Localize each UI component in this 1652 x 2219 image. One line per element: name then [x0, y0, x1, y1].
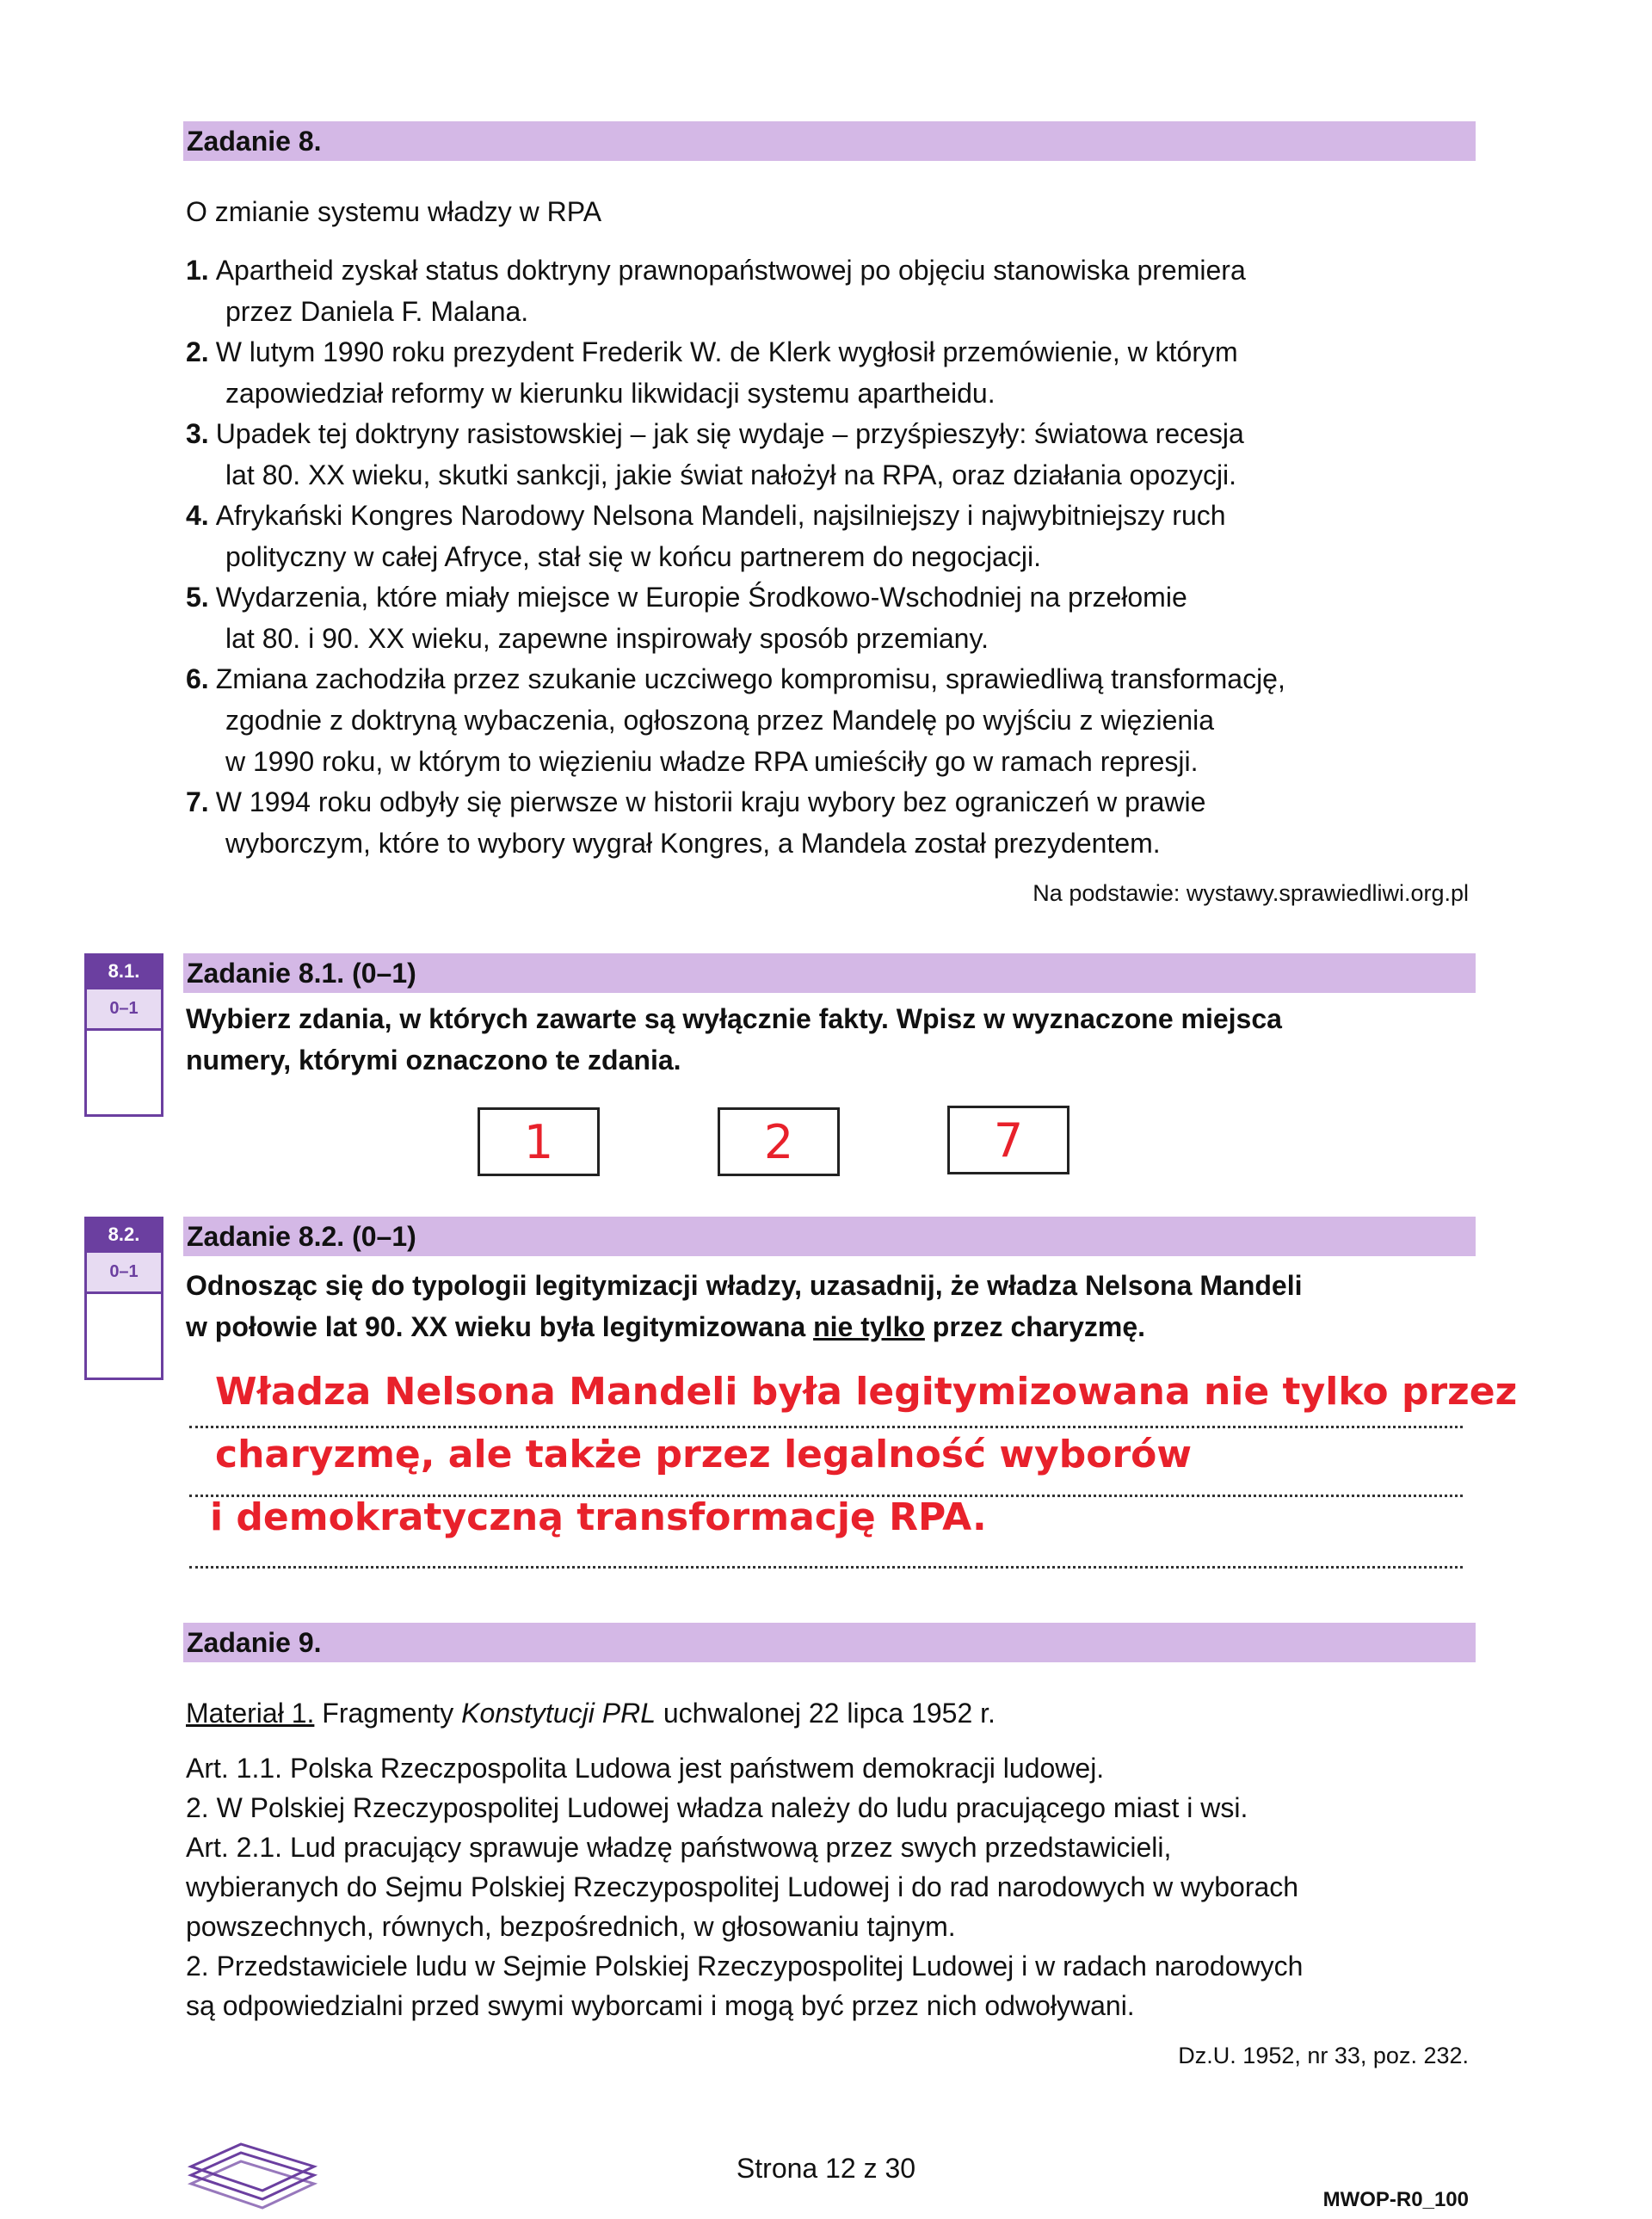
list-item: 4. Afrykański Kongres Narodowy Nelsona Mandeli, najsilniejszy i najwybitniejszy ruch polityczny w całej Afryce, stał się w końcu partnerem do negocjacji.: [186, 500, 1226, 572]
task81-score-box[interactable]: [84, 1031, 163, 1117]
task82-points: 0–1: [84, 1253, 163, 1294]
task9-constitution-text: Art. 1.1. Polska Rzeczpospolita Ludowa jest państwem demokracji ludowej. 2. W Polskiej Rzeczypospolitej Ludowej władza należy do ludu pracującego miast i wsi. Art. 2.1. Lud pracujący sprawuje władzę państwową przez swych przedstawicieli, wybieranych do Sejmu Polskiej Rzeczypospolitej Ludowej i do rad narodowych w wyborach powszechnych, równych, bezpośrednich, w głosowaniu tajnym. 2. Przedstawiciele ludu w Sejmie Polskiej Rzeczypospolitej Ludowej i w radach narodowych są odpowiedzialni przed swymi wyborcami i mogą być przez nich odwoływani.: [186, 1753, 1304, 2021]
handwritten-answer-line: Władza Nelsona Mandeli była legitymizowana nie tylko przez: [215, 1370, 1518, 1414]
task82-score-tag: [84, 1217, 163, 1380]
answer-dotted-line: [189, 1426, 1463, 1428]
task8-intro: O zmianie systemu władzy w RPA: [186, 196, 602, 227]
answer-box-2[interactable]: 2: [718, 1107, 840, 1176]
answer-dotted-line: [189, 1566, 1463, 1569]
list-item: 6. Zmiana zachodziła przez szukanie uczciwego kompromisu, sprawiedliwą transformację, zgodnie z doktryną wybaczenia, ogłoszoną przez Mandelę po wyjściu z więzienia w 1990 roku, w którym to więzieniu władze RPA umieściły go w ramach represji.: [186, 663, 1285, 777]
task82-header: Zadanie 8.2. (0–1): [183, 1217, 1476, 1256]
task82-tag-label: 8.2.: [84, 1217, 163, 1253]
task81-header: Zadanie 8.1. (0–1): [183, 953, 1476, 993]
handwritten-answer-line: charyzmę, ale także przez legalność wyborów: [215, 1433, 1193, 1476]
task9-material-title: Materiał 1. Fragmenty Konstytucji PRL uchwalonej 22 lipca 1952 r.: [186, 1698, 996, 1729]
task9-header: Zadanie 9.: [183, 1623, 1476, 1662]
handwritten-answer-line: i demokratyczną transformację RPA.: [210, 1495, 987, 1539]
task9-source: Dz.U. 1952, nr 33, poz. 232.: [1178, 2043, 1469, 2068]
task81-points: 0–1: [84, 989, 163, 1031]
list-item: 7. W 1994 roku odbyły się pierwsze w historii kraju wybory bez ograniczeń w prawie wyborczym, które to wybory wygrał Kongres, a Mandela został prezydentem.: [186, 786, 1206, 859]
document-code: MWOP-R0_100: [1322, 2188, 1469, 2211]
task82-score-box[interactable]: [84, 1294, 163, 1380]
list-item: 5. Wydarzenia, które miały miejsce w Europie Środkowo-Wschodniej na przełomie lat 80. i 90. XX wieku, zapewne inspirowały sposób przemiany.: [186, 582, 1187, 654]
answer-box-3[interactable]: 7: [947, 1106, 1069, 1174]
task8-source: Na podstawie: wystawy.sprawiedliwi.org.pl: [1032, 880, 1469, 906]
task81-tag-label: 8.1.: [84, 953, 163, 989]
task81-instruction: Wybierz zdania, w których zawarte są wyłącznie fakty. Wpisz w wyznaczone miejsca numery, którymi oznaczono te zdania.: [186, 1003, 1282, 1076]
list-item: 2. W lutym 1990 roku prezydent Frederik W. de Klerk wygłosił przemówienie, w którym zapowiedział reformy w kierunku likwidacji systemu apartheidu.: [186, 336, 1238, 409]
list-item: 3. Upadek tej doktryny rasistowskiej – jak się wydaje – przyśpieszyły: światowa recesja lat 80. XX wieku, skutki sankcji, jakie świat nałożył na RPA, oraz działania opozycji.: [186, 418, 1244, 490]
task8-header: Zadanie 8.: [183, 121, 1476, 161]
list-item: 1. Apartheid zyskał status doktryny prawnopaństwowej po objęciu stanowiska premiera przez Daniela F. Malana.: [186, 255, 1246, 327]
task81-score-tag: [84, 953, 163, 1117]
answer-box-1[interactable]: 1: [478, 1107, 600, 1176]
task82-instruction: Odnosząc się do typologii legitymizacji władzy, uzasadnij, że władza Nelsona Mandeli w połowie lat 90. XX wieku była legitymizowana nie tylko przez charyzmę.: [186, 1270, 1303, 1342]
page-number: Strona 12 z 30: [736, 2153, 916, 2184]
